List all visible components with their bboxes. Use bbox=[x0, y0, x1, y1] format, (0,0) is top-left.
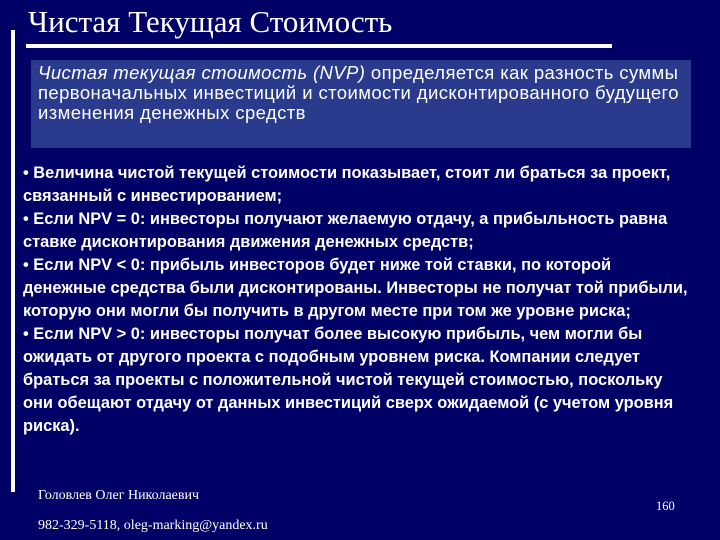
title-underline bbox=[26, 44, 612, 48]
bullet-npv-negative: • Если NPV < 0: прибыль инвесторов будет ниже той ставки, по которой денежные средства были дисконтированы. Инвесторы не получат той прибыли, которую они могли бы получить в другом месте при том же уровне риска; bbox=[23, 256, 688, 320]
page-number: 160 bbox=[656, 499, 675, 513]
definition-text bbox=[38, 63, 698, 123]
definition-lead: Чистая текущая стоимость (NVP) bbox=[38, 62, 366, 83]
slide-title: Чистая Текущая Стоимость bbox=[28, 4, 393, 39]
bullet-npv-meaning: • Величина чистой текущей стоимости показывает, стоит ли браться за проект, связанный с инвестированием; bbox=[23, 164, 671, 205]
left-vertical-rule bbox=[11, 30, 15, 492]
bullet-npv-zero: • Если NPV = 0: инвесторы получают желаемую отдачу, а прибыльность равна ставке дисконтирования движения денежных средств; bbox=[23, 210, 668, 251]
bullet-npv-positive: • Если NPV > 0: инвесторы получат более высокую прибыль, чем могли бы ожидать от другого проекта с подобным уровнем риска. Компании следует браться за проекты с положительной чистой текущей стоимостью, поскольку они обещают отдачу от данных инвестиций сверх ожидаемой (с учетом уровня риска). bbox=[23, 325, 674, 435]
bullet-list bbox=[23, 162, 695, 438]
footer-author: Головлев Олег Николаевич bbox=[38, 488, 200, 503]
definition-rest: определяется как разность суммы первоначальных инвестиций и стоимости дисконтированного будущего изменения денежных средств bbox=[38, 62, 679, 123]
footer-contact: 982-329-5118, oleg-marking@yandex.ru bbox=[38, 518, 268, 533]
